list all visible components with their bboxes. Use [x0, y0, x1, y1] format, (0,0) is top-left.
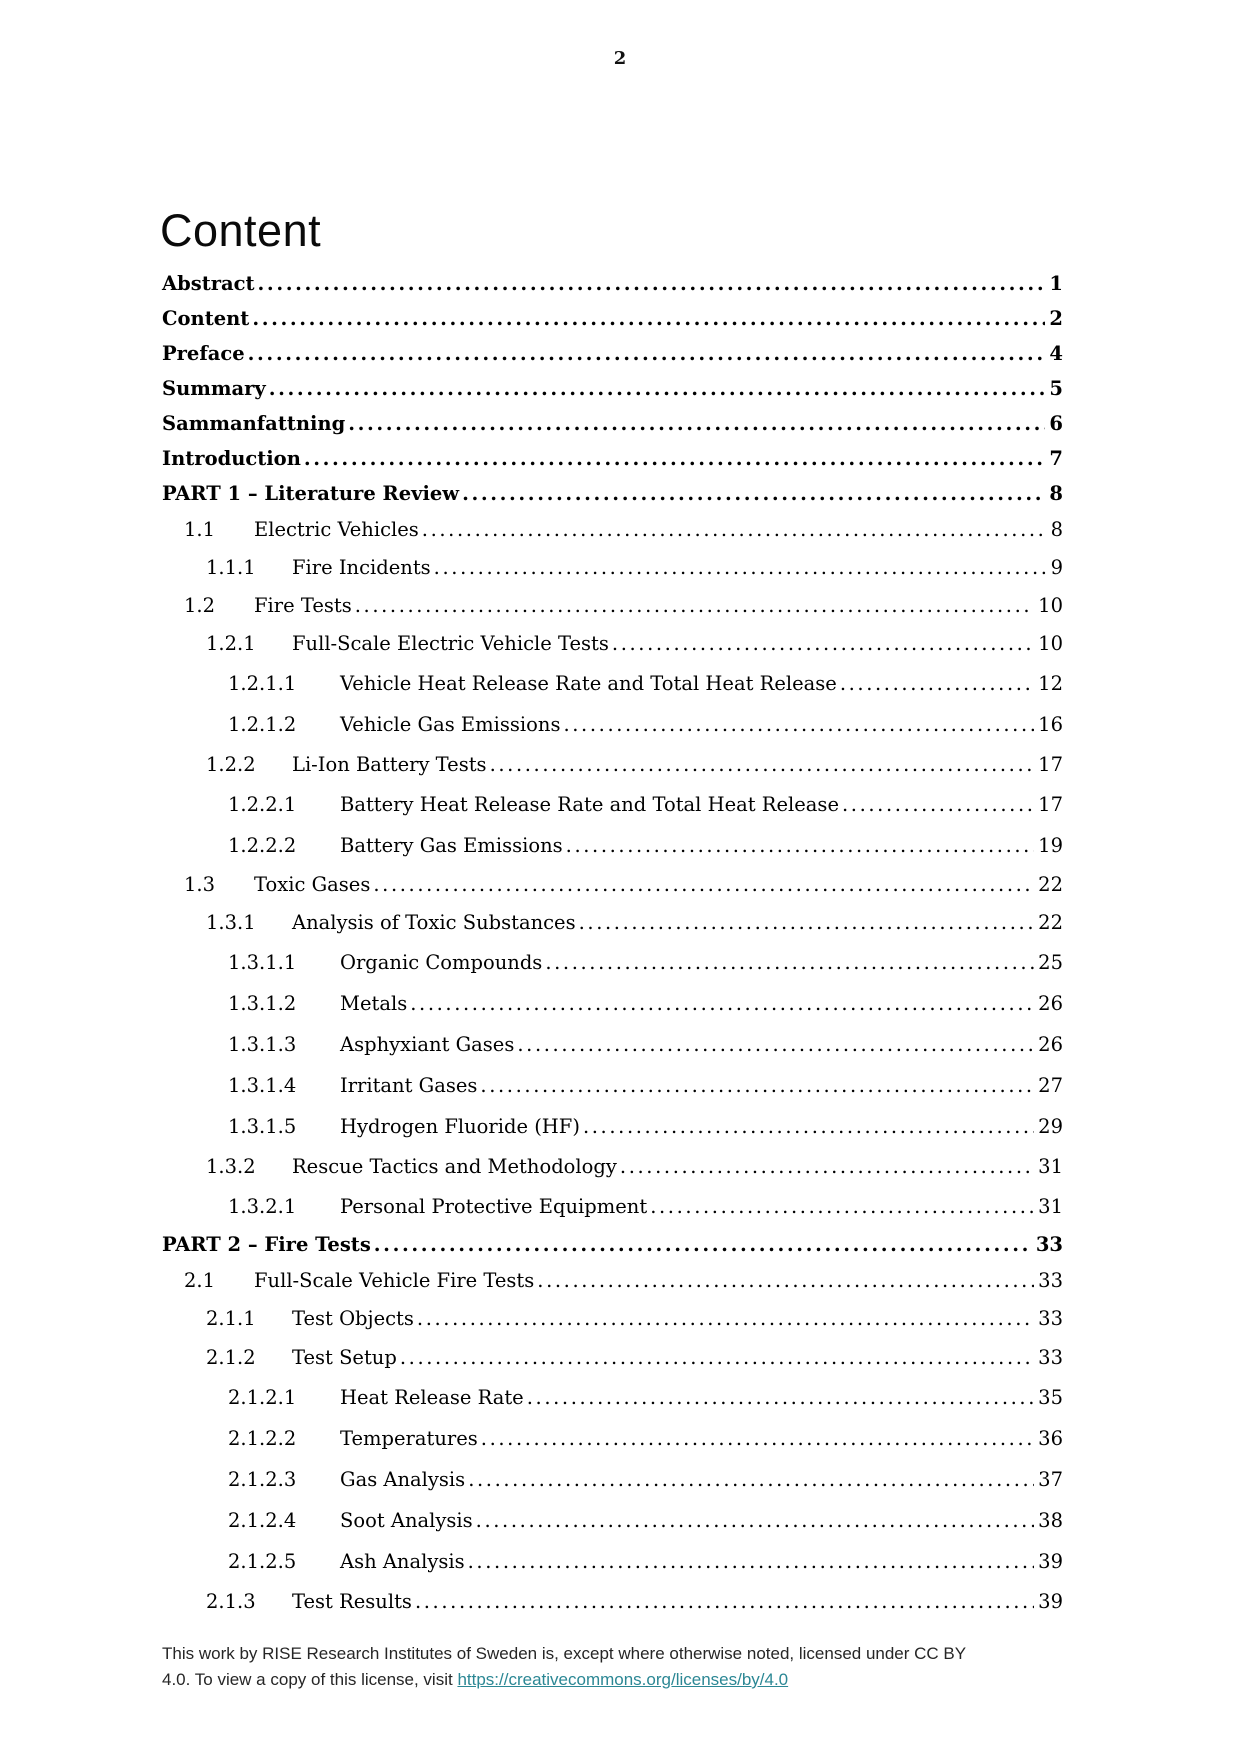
toc-entry-number: 1.3.1.2 [228, 992, 297, 1015]
toc-row [162, 406, 1063, 441]
toc-dot-leader [620, 1147, 1034, 1186]
toc-dot-leader [527, 1377, 1034, 1418]
toc-entry-label: Soot Analysis [340, 1509, 473, 1532]
toc-entry-label: Test Objects [292, 1307, 414, 1330]
toc-entry-number: 2.1.2.4 [228, 1509, 297, 1532]
toc-row [162, 903, 1063, 942]
toc-entry-label: Full-Scale Electric Vehicle Tests [292, 632, 609, 655]
toc-entry-label: Ash Analysis [340, 1550, 465, 1573]
toc-entry-page: 7 [1049, 447, 1063, 470]
toc-row [162, 942, 1063, 983]
toc-entry-page: 33 [1035, 1233, 1063, 1256]
toc-entry-label: Heat Release Rate [340, 1386, 524, 1409]
toc-row [162, 1338, 1063, 1377]
toc-entry-number: 1.2.1.1 [228, 672, 297, 695]
toc-entry-page: 16 [1038, 713, 1063, 736]
toc-entry-number: 1.3.1.5 [228, 1115, 297, 1138]
toc-dot-leader [468, 1459, 1034, 1500]
toc-row [162, 1541, 1063, 1582]
toc-entry-number: 1.3.1.4 [228, 1074, 297, 1097]
toc-entry-number: 2.1.2.5 [228, 1550, 297, 1573]
toc-entry-page: 35 [1038, 1386, 1063, 1409]
toc-row [162, 1459, 1063, 1500]
toc-entry-label: Hydrogen Fluoride (HF) [340, 1115, 580, 1138]
toc-entry-label: Vehicle Gas Emissions [340, 713, 561, 736]
toc-entry-page: 33 [1038, 1307, 1063, 1330]
toc-dot-leader [583, 1106, 1034, 1147]
toc-entry-label: Analysis of Toxic Substances [292, 911, 576, 934]
toc-entry-label: Temperatures [340, 1427, 478, 1450]
toc-list [162, 266, 1063, 1621]
toc-entry-page: 17 [1038, 793, 1063, 816]
toc-entry-label: Organic Compounds [340, 951, 543, 974]
toc-entry-label: Abstract [162, 272, 255, 295]
toc-entry-page: 4 [1049, 342, 1063, 365]
toc-entry-label: Test Setup [292, 1346, 397, 1369]
toc-row [162, 1065, 1063, 1106]
toc-entry-label: Gas Analysis [340, 1468, 466, 1491]
toc-entry-number: 2.1.3 [206, 1590, 256, 1613]
toc-entry-label: Summary [162, 377, 266, 400]
toc-entry-page: 36 [1038, 1427, 1063, 1450]
toc-entry-page: 19 [1038, 834, 1063, 857]
toc-row [162, 1299, 1063, 1338]
toc-row [162, 587, 1063, 624]
toc-entry-page: 26 [1038, 992, 1063, 1015]
toc-row [162, 1500, 1063, 1541]
toc-entry-number: 1.2 [184, 594, 216, 617]
toc-row [162, 1418, 1063, 1459]
toc-dot-leader [481, 1418, 1034, 1459]
toc-row [162, 1186, 1063, 1227]
toc-entry-number: 1.3.2.1 [228, 1195, 297, 1218]
toc-entry-number: 2.1 [184, 1269, 216, 1292]
toc-entry-number: 1.2.1.2 [228, 713, 297, 736]
toc-entry-page: 39 [1038, 1590, 1063, 1613]
toc-row [162, 301, 1063, 336]
toc-row [162, 1024, 1063, 1065]
toc-row [162, 663, 1063, 704]
toc-dot-leader [650, 1186, 1034, 1227]
toc-entry-page: 25 [1038, 951, 1063, 974]
toc-dot-leader [400, 1338, 1034, 1377]
footer-license-line1: This work by RISE Research Institutes of Sweden is, except where otherwise noted, licensed under CC BY [162, 1644, 967, 1663]
toc-entry-page: 37 [1038, 1468, 1063, 1491]
toc-entry-number: 1.3 [184, 873, 216, 896]
license-link[interactable]: https://creativecommons.org/licenses/by/4.0 [457, 1670, 789, 1689]
toc-entry-page: 8 [1050, 518, 1063, 541]
toc-entry-label: Battery Heat Release Rate and Total Heat Release [340, 793, 839, 816]
toc-row [162, 1262, 1063, 1299]
toc-dot-leader [476, 1500, 1035, 1541]
toc-row [162, 336, 1063, 371]
toc-entry-number: 1.2.2 [206, 753, 256, 776]
toc-entry-page: 5 [1049, 377, 1063, 400]
toc-dot-leader [579, 903, 1035, 942]
page-title: Content [160, 205, 322, 257]
toc-entry-label: Battery Gas Emissions [340, 834, 563, 857]
toc-row [162, 548, 1063, 587]
toc-row [162, 1227, 1063, 1262]
toc-entry-label: Fire Tests [254, 594, 352, 617]
toc-entry-label: Metals [340, 992, 408, 1015]
toc-entry-page: 26 [1038, 1033, 1063, 1056]
toc-entry-page: 8 [1049, 482, 1063, 505]
toc-entry-number: 1.3.1.1 [228, 951, 297, 974]
toc-row [162, 825, 1063, 866]
toc-row [162, 441, 1063, 476]
toc-entry-label: Irritant Gases [340, 1074, 478, 1097]
toc-entry-label: Vehicle Heat Release Rate and Total Heat Release [340, 672, 837, 695]
toc-row [162, 266, 1063, 301]
toc-dot-leader [355, 587, 1034, 624]
toc-dot-leader [248, 336, 1046, 371]
toc-entry-page: 9 [1050, 556, 1063, 579]
toc-entry-label: Full-Scale Vehicle Fire Tests [254, 1269, 535, 1292]
toc-dot-leader [410, 983, 1034, 1024]
toc-row [162, 1106, 1063, 1147]
footer-license-line2 [162, 1667, 1082, 1693]
toc-entry-page: 6 [1049, 412, 1063, 435]
toc-entry-page: 31 [1038, 1155, 1063, 1178]
toc-entry-number: 2.1.1 [206, 1307, 256, 1330]
toc-entry-number: 2.1.2.2 [228, 1427, 297, 1450]
toc-dot-leader [545, 942, 1034, 983]
toc-entry-number: 1.1.1 [206, 556, 256, 579]
toc-row [162, 983, 1063, 1024]
toc-row [162, 745, 1063, 784]
toc-row [162, 1147, 1063, 1186]
toc-dot-leader [563, 704, 1034, 745]
toc-entry-label: Test Results [292, 1590, 412, 1613]
toc-entry-label: Li-Ion Battery Tests [292, 753, 487, 776]
toc-entry-label: Electric Vehicles [254, 518, 419, 541]
toc-row [162, 371, 1063, 406]
toc-entry-page: 10 [1038, 632, 1063, 655]
toc-entry-label: Asphyxiant Gases [340, 1033, 515, 1056]
toc-entry-number: 1.3.1 [206, 911, 256, 934]
page-number: 2 [613, 48, 627, 69]
toc-row [162, 1582, 1063, 1621]
toc-entry-page: 1 [1049, 272, 1063, 295]
toc-entry-number: 1.3.1.3 [228, 1033, 297, 1056]
toc-entry-page: 39 [1038, 1550, 1063, 1573]
toc-entry-label: Introduction [162, 447, 301, 470]
toc-row [162, 784, 1063, 825]
toc-entry-number: 1.2.2.2 [228, 834, 297, 857]
toc-entry-label: Sammanfattning [162, 412, 346, 435]
toc-entry-number: 1.2.2.1 [228, 793, 297, 816]
toc-dot-leader [374, 1227, 1032, 1262]
toc-row [162, 704, 1063, 745]
toc-entry-number: 1.1 [184, 518, 216, 541]
toc-entry-page: 10 [1038, 594, 1063, 617]
toc-entry-page: 31 [1038, 1195, 1063, 1218]
toc-dot-leader [462, 476, 1045, 511]
toc-row [162, 511, 1063, 548]
toc-dot-leader [566, 825, 1035, 866]
toc-dot-leader [269, 371, 1046, 406]
toc-dot-leader [537, 1262, 1034, 1299]
toc-dot-leader [840, 663, 1034, 704]
toc-entry-page: 29 [1038, 1115, 1063, 1138]
toc-entry-page: 2 [1049, 307, 1063, 330]
toc-entry-page: 22 [1038, 873, 1063, 896]
toc-dot-leader [468, 1541, 1035, 1582]
toc-dot-leader [434, 548, 1047, 587]
toc-dot-leader [415, 1582, 1034, 1621]
footer [162, 1641, 1082, 1693]
toc-entry-number: 2.1.2.1 [228, 1386, 297, 1409]
toc-entry-page: 12 [1038, 672, 1063, 695]
toc-entry-label: Preface [162, 342, 245, 365]
toc-dot-leader [373, 866, 1034, 903]
toc-dot-leader [422, 511, 1047, 548]
toc-entry-number: 2.1.2.3 [228, 1468, 297, 1491]
toc-entry-page: 27 [1038, 1074, 1063, 1097]
toc-row [162, 1377, 1063, 1418]
toc-row [162, 476, 1063, 511]
toc-entry-page: 38 [1038, 1509, 1063, 1532]
toc-entry-label: PART 1 – Literature Review [162, 482, 460, 505]
toc-entry-page: 33 [1038, 1269, 1063, 1292]
toc-dot-leader [252, 301, 1045, 336]
toc-dot-leader [258, 266, 1046, 301]
toc-dot-leader [612, 624, 1034, 663]
toc-entry-number: 1.3.2 [206, 1155, 256, 1178]
toc-dot-leader [480, 1065, 1034, 1106]
toc-dot-leader [842, 784, 1034, 825]
toc-row [162, 624, 1063, 663]
footer-license-line2-text: 4.0. To view a copy of this license, visit [162, 1670, 458, 1689]
toc-row [162, 866, 1063, 903]
toc-dot-leader [517, 1024, 1034, 1065]
toc-entry-label: Personal Protective Equipment [340, 1195, 648, 1218]
toc-entry-label: Fire Incidents [292, 556, 431, 579]
toc-entry-label: Rescue Tactics and Methodology [292, 1155, 617, 1178]
toc-entry-label: Content [162, 307, 250, 330]
toc-dot-leader [348, 406, 1045, 441]
toc-entry-page: 33 [1038, 1346, 1063, 1369]
toc-entry-page: 17 [1038, 753, 1063, 776]
toc-entry-number: 1.2.1 [206, 632, 256, 655]
toc-entry-number: 2.1.2 [206, 1346, 256, 1369]
toc-dot-leader [490, 745, 1035, 784]
toc-entry-label: Toxic Gases [254, 873, 371, 896]
toc-dot-leader [417, 1299, 1034, 1338]
toc-dot-leader [304, 441, 1046, 476]
toc-entry-page: 22 [1038, 911, 1063, 934]
toc-entry-label: PART 2 – Fire Tests [162, 1233, 371, 1256]
